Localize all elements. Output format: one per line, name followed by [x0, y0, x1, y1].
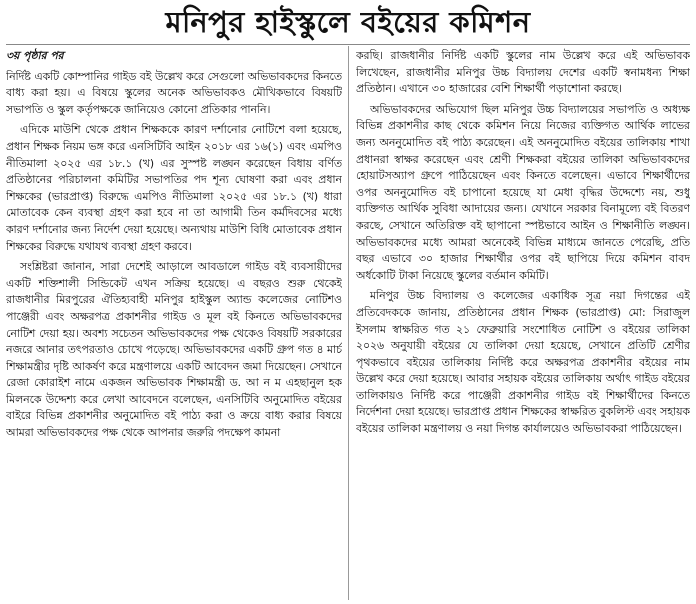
left-column — [6, 44, 342, 602]
paragraph: করছি। রাজধানীর নির্দিষ্ট একটি স্কুলের নাম উল্লেখ করে এই অভিভাবক লিখেছেন, রাজধানীর মনিপুর উচ্চ বিদ্যালয় দেশের একটি স্বনামধন্য শিক্ষা প্রতিষ্ঠান। এখানে ৩০ হাজারের বেশি শিক্ষার্থী পড়াশোনা করছে। — [356, 49, 690, 96]
paragraph: অভিভাবকদের অভিযোগ ছিল মনিপুর উচ্চ বিদ্যালয়ের সভাপতি ও অধ্যক্ষ বিভিন্ন প্রকাশনীর কাছ থেকে কমিশন নিয়ে নিজের ব্যক্তিগত আর্থিক লাভের জন্য অননুমোদিত বই পাঠ্য করেছেন। এই অননুমোদিত বইয়ের তালিকায় শাখা প্রধানরা স্বাক্ষর করেছেন এবং শ্রেণী শিক্ষকরা বইয়ের তালিকা অভিভাবকদের হোয়াটসঅ্যাপ গ্রুপে পাঠিয়েছেন এবং কিনতে বলেছেন। এভাবে শিক্ষার্থীদের ওপর অননুমোদিত বই চাপানো হয়েছে যা মেধা বৃদ্ধির উদ্দেশ্যে নয়, শুধু ব্যক্তিগত আর্থিক সুবিধা আদায়ের জন্য। যেখানে সরকার বিনামূল্যে বই বিতরণ করছে, সেখানে অতিরিক্ত বই ছাপানো স্পষ্টভাবে আইন ও শিক্ষানীতি লঙ্ঘন। অভিভাবকদের মধ্যে আমরা অনেকেই বিভিন্ন মাধ্যমে জানতে পেরেছি, প্রতি বছর এভাবে ৩০ হাজার শিক্ষার্থীর ওপর বই ছাপিয়ে দিয়ে কমিশন বাবদ অর্ধকোটি টাকা নিয়েছে স্কুলের বর্তমান কমিটি। — [356, 102, 690, 282]
continuation-label: ৩য় পৃষ্ঠার পর — [6, 49, 64, 62]
headline: মনিপুর হাইস্কুলে বইয়ের কমিশন — [165, 5, 531, 39]
right-column — [356, 44, 690, 602]
paragraph: নির্দিষ্ট একটি কোম্পানির গাইড বই উল্লেখ করে সেগুলো অভিভাবকদের কিনতে বাধ্য করা হয়। এ বিষয়ে স্কুলের অনেক অভিভাবকও মৌখিকভাবে বিষয়টি সভাপতি ও স্কুল কর্তৃপক্ষকে জানিয়েও কোনো প্রতিকার পাননি। — [6, 69, 342, 116]
paragraph: মনিপুর উচ্চ বিদ্যালয় ও কলেজের একাধিক সূত্র নয়া দিগন্তের এই প্রতিবেদককে জানায়, প্রতিষ্ঠানের প্রধান শিক্ষক (ভারপ্রাপ্ত) মো: সিরাজুল ইসলাম স্বাক্ষরিত গত ২১ ফেব্রুয়ারি সংশোধিত নোটিশ ও বইয়ের তালিকা ২০২৬ অনুযায়ী বইয়ের যে তালিকা দেয়া হয়েছে, সেখানে প্রতিটি শ্রেণীর পৃথকভাবে বইয়ের তালিকায় নির্দিষ্ট করে অক্ষরপত্র প্রকাশনীর বইয়ের নাম উল্লেখ করে দেয়া হয়েছে। আবার সহায়ক বইয়ের তালিকায় অর্থাৎ গাইড বইয়ের তালিকায়ও নির্দিষ্ট করে পাঞ্জেরী প্রকাশনীর গাইড বই শিক্ষার্থীদের কিনতে নির্দেশনা দেয়া হয়েছে। ভারপ্রাপ্ত প্রধান শিক্ষকের স্বাক্ষরিত বুকলিস্ট এবং সহায়ক বইয়ের তালিকা মন্ত্রণালয় ও নয়া দিগন্ত কার্যালয়েও অভিভাবকরা পাঠিয়েছেন। — [356, 289, 690, 436]
paragraph: এদিকে মাউশি থেকে প্রধান শিক্ষককে কারণ দর্শানোর নোটিশে বলা হয়েছে, প্রধান শিক্ষক নিয়ম ভঙ্গ করে এনসিটিবি আইন ২০১৮ এর ১৬(১) এবং এমপিও নীতিমালা ২০২৫ এর ১৮.১ (খ) এর সুস্পষ্ট লঙ্ঘন করেছেন বিধায় বর্ণিত প্রতিষ্ঠানের পরিচালনা কমিটির সভাপতির পদ শূন্য ঘোষণা করা এবং প্রধান শিক্ষকের (ভারপ্রাপ্ত) বিরুদ্ধে এমপিও নীতিমালা ২০২৫ এর ১৮.১ (খ) ধারা মোতাবেক কেন ব্যবস্থা গ্রহণ করা হবে না তা আগামী তিন কর্মদিবসের মধ্যে কারণ দর্শানোর জন্য নির্দেশ দেয়া হয়েছে। অন্যথায় মাউশি বিধি মোতাবেক প্রধান শিক্ষকের বিরুদ্ধে যথাযথ ব্যবস্থা গ্রহণ করবে। — [6, 123, 342, 253]
column-divider — [348, 46, 349, 600]
paragraph: সংশ্লিষ্টরা জানান, সারা দেশেই আড়ালে আবডালে গাইড বই ব্যবসায়ীদের একটি শক্তিশালী সিন্ডিকেট এখন সক্রিয় হয়েছে। এ বছরও শুরু থেকেই রাজধানীর মিরপুরের ঐতিহ্যবাহী মনিপুর হাইস্কুল অ্যান্ড কলেজের নোটিশও পাঞ্জেরী এবং অক্ষরপত্র প্রকাশনীর গাইড ও মূল বই কিনতে অভিভাবকদের নোটিশ দেয়া হয়। অবশ্য সচেতন অভিভাবকদের পক্ষ থেকেও বিষয়টি সরকারের নজরে আনার তৎপরতাও চোখে পড়েছে। অভিভাবকদের একটি গ্রুপ গত ৪ মার্চ শিক্ষামন্ত্রীর দৃষ্টি আকর্ষণ করে মন্ত্রণালয়ে একটি আবেদন জমা দিয়েছেন। সেখানে রেজা কোরাইশ নামে একজন অভিভাবক শিক্ষামন্ত্রী ড. আ ন ম এহছানুল হক মিলনকে উদ্দেশ্য করে লেখা আবেদনে বলেছেন, এনসিটিবি অনুমোদিত বইয়ের বাইরে বিভিন্ন প্রকাশনীর অনুমোদিত বই পাঠ্য করা ও ক্রয়ে বাধ্য করার বিষয়ে আমরা অভিভাবকদের পক্ষ থেকে আপনার জরুরি পদক্ষেপ কামনা — [6, 260, 342, 440]
